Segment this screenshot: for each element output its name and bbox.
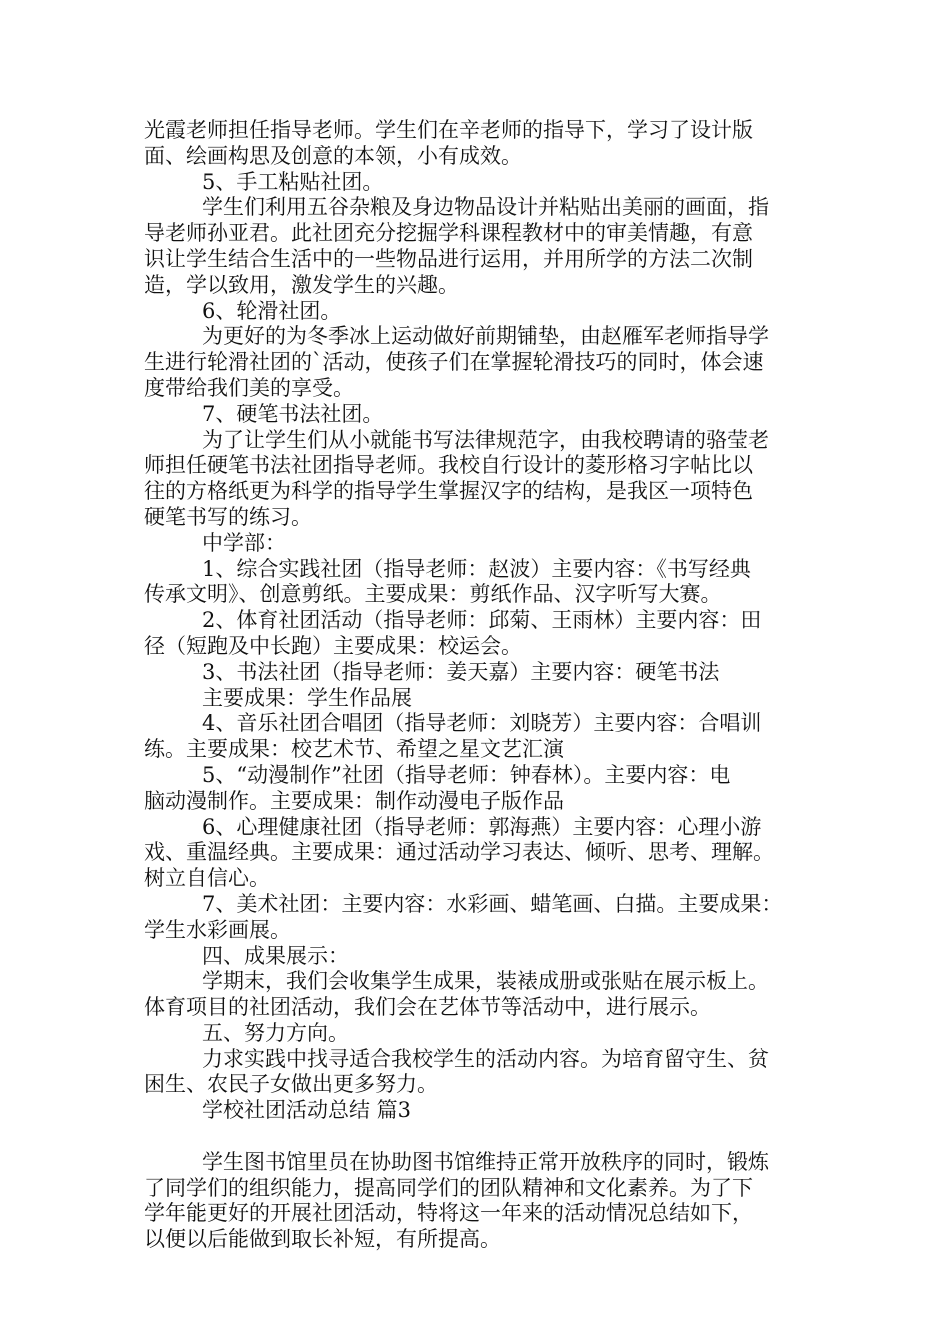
text-line: 困生、农民子女做出更多努力。 (144, 1072, 438, 1097)
text-line: 造，学以致用，激发学生的兴趣。 (144, 272, 459, 297)
text-line: 为更好的为冬季冰上运动做好前期铺垫，由赵雁军老师指导学 (202, 324, 769, 349)
text-line: 硬笔书写的练习。 (144, 504, 312, 529)
text-line: 脑动漫制作。主要成果：制作动漫电子版作品 (144, 788, 564, 813)
text-line: 2、体育社团活动（指导老师：邱菊、王雨林）主要内容：田 (202, 608, 762, 633)
text-line: 传承文明》、创意剪纸。主要成果：剪纸作品、汉字听写大赛。 (144, 582, 722, 607)
text-line: 面、绘画构思及创意的本领，小有成效。 (144, 143, 522, 168)
text-line: 5、手工粘贴社团。 (202, 169, 384, 194)
text-line: 以便以后能做到取长补短，有所提高。 (144, 1227, 501, 1252)
text-line: 3、书法社团（指导老师：姜天嘉）主要内容：硬笔书法 (202, 659, 720, 684)
text-line: 学期末，我们会收集学生成果，装裱成册或张贴在展示板上。 (202, 969, 769, 994)
text-line: 导老师孙亚君。此社团充分挖掘学科课程教材中的审美情趣，有意 (144, 221, 753, 246)
text-line: 6、轮滑社团。 (202, 298, 342, 323)
text-line: 了同学们的组织能力，提高同学们的团队精神和文化素养。为了下 (144, 1175, 753, 1200)
text-line: 为了让学生们从小就能书写法律规范字，由我校聘请的骆莹老 (202, 427, 769, 452)
text-line: 学生图书馆里员在协助图书馆维持正常开放秩序的同时，锻炼 (202, 1149, 769, 1174)
text-line: 7、硬笔书法社团。 (202, 401, 384, 426)
text-line: 力求实践中找寻适合我校学生的活动内容。为培育留守生、贫 (202, 1046, 769, 1071)
text-line: 光霞老师担任指导老师。学生们在辛老师的指导下，学习了设计版 (144, 118, 753, 142)
text-line: 树立自信心。 (144, 866, 270, 891)
text-line: 师担任硬笔书法社团指导老师。我校自行设计的菱形格习字帖比以 (144, 453, 753, 478)
text-line: 五、努力方向。 (202, 1020, 349, 1045)
text-line: 5、“动漫制作”社团（指导老师：钟春林）。主要内容：电 (202, 762, 731, 787)
text-line: 识让学生结合生活中的一些物品进行运用，并用所学的方法二次制 (144, 246, 753, 271)
text-line: 学生水彩画展。 (144, 917, 291, 942)
text-line: 7、美术社团：主要内容：水彩画、蜡笔画、白描。主要成果： (202, 891, 783, 916)
text-line: 学校社团活动总结 篇3 (202, 1098, 412, 1123)
text-line: 6、心理健康社团（指导老师：郭海燕）主要内容：心理小游 (202, 814, 762, 839)
text-line: 1、综合实践社团（指导老师：赵波）主要内容：《书写经典 (202, 556, 751, 581)
text-line: 体育项目的社团活动，我们会在艺体节等活动中，进行展示。 (144, 995, 711, 1020)
text-line: 练。主要成果：校艺术节、希望之星文艺汇演 (144, 737, 564, 762)
text-line: 径（短跑及中长跑）主要成果：校运会。 (144, 633, 522, 658)
text-line: 学生们利用五谷杂粮及身边物品设计并粘贴出美丽的画面，指 (202, 195, 769, 220)
text-line: 度带给我们美的享受。 (144, 375, 354, 400)
text-line: 主要成果：学生作品展 (202, 685, 412, 710)
text-line: 戏、重温经典。主要成果：通过活动学习表达、倾听、思考、理解。 (144, 840, 774, 865)
text-line: 中学部： (202, 530, 286, 555)
text-line: 四、成果展示： (202, 943, 349, 968)
blank-line (144, 1124, 814, 1150)
text-line: 4、音乐社团合唱团（指导老师：刘晓芳）主要内容：合唱训 (202, 711, 762, 736)
text-line: 生进行轮滑社团的`活动，使孩子们在掌握轮滑技巧的同时，体会速 (144, 350, 764, 375)
document-body (144, 118, 814, 1253)
text-line: 学年能更好的开展社团活动，特将这一年来的活动情况总结如下， (144, 1201, 753, 1226)
text-line: 往的方格纸更为科学的指导学生掌握汉字的结构，是我区一项特色 (144, 479, 753, 504)
